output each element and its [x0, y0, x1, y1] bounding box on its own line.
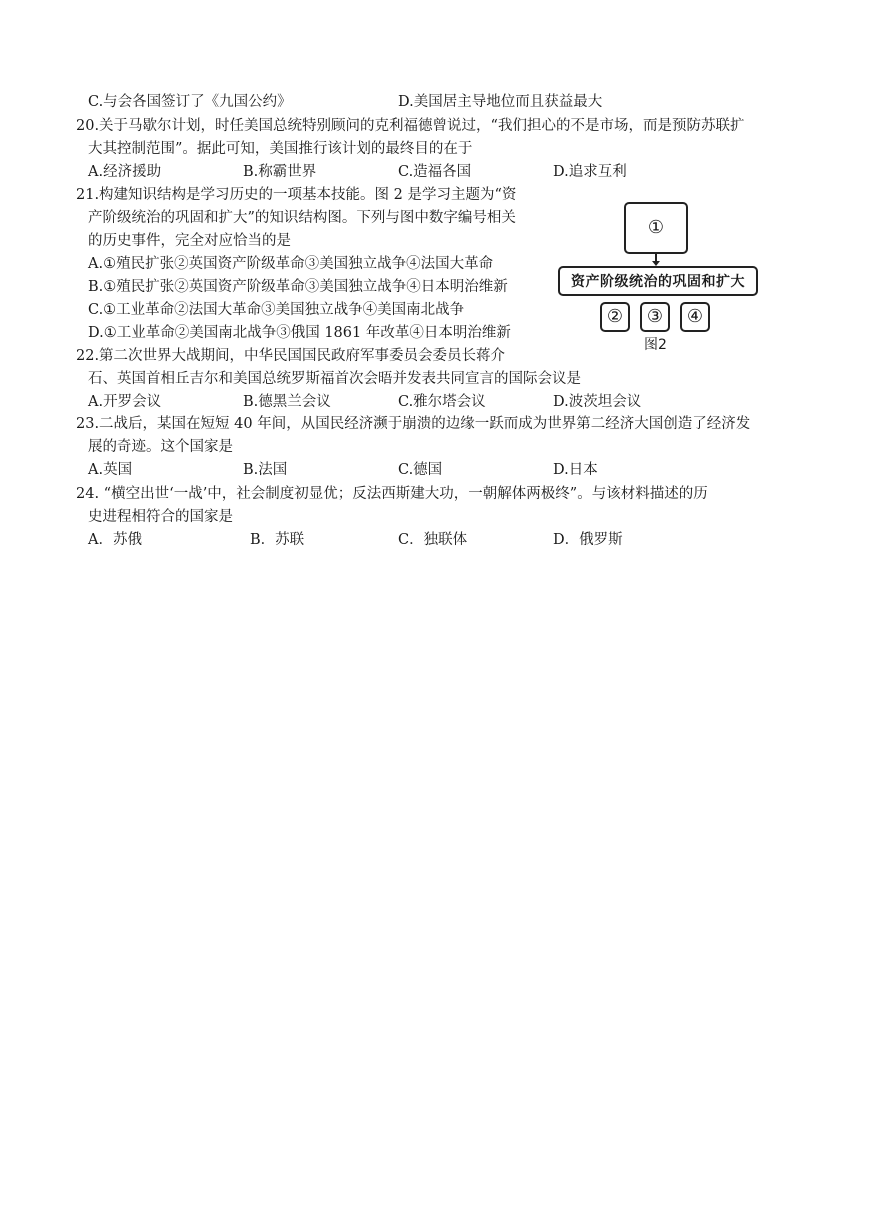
- q24-option-a: A．苏俄: [88, 532, 142, 548]
- q20-stem-line-1: 20.关于马歇尔计划，时任美国总统特别顾问的克利福德曾说过，“我们担心的不是市场，而是预防苏联扩: [76, 118, 745, 134]
- q23-stem-line-1: 23.二战后，某国在短短 40 年间，从国民经济濒于崩溃的边缘一跃而成为世界第二经济大国创造了经济发: [76, 416, 751, 432]
- q22-option-d: D.波茨坦会议: [553, 394, 642, 410]
- q24-stem-line-1: 24. “横空出世‘一战’中，社会制度初显优；反法西斯建大功，一朝解体两极终”。与该材料描述的历: [76, 486, 708, 502]
- q22-option-a: A.开罗会议: [88, 394, 162, 410]
- q20-option-c: C.造福各国: [398, 164, 472, 180]
- knowledge-structure-diagram: [556, 202, 761, 354]
- q21-option-b: B.①殖民扩张②英国资产阶级革命③美国独立战争④日本明治维新: [88, 279, 508, 295]
- q21-option-c: C.①工业革命②法国大革命③美国独立战争④美国南北战争: [88, 302, 465, 318]
- figure-caption: 图2: [644, 337, 667, 353]
- diagram-main-box: [558, 266, 758, 296]
- diagram-sub-box-2: [600, 302, 630, 332]
- diagram-top-box: [624, 202, 688, 254]
- q22-stem-line-1: 22.第二次世界大战期间，中华民国国民政府军事委员会委员长蒋介: [76, 348, 506, 364]
- q20-stem-line-2: 大其控制范围”。据此可知，美国推行该计划的最终目的在于: [88, 141, 473, 157]
- diagram-main-label: 资产阶级统治的巩固和扩大: [571, 274, 745, 290]
- diagram-sub-box-4: [680, 302, 710, 332]
- q23-option-c: C.德国: [398, 462, 443, 478]
- q22-option-b: B.德黑兰会议: [243, 394, 331, 410]
- q24-option-d: D．俄罗斯: [553, 532, 623, 548]
- q19-option-c: C.与会各国签订了《九国公约》: [88, 94, 292, 110]
- diagram-sub-box-3: [640, 302, 670, 332]
- q21-option-d: D.①工业革命②美国南北战争③俄国 1861 年改革④日本明治维新: [88, 325, 511, 341]
- q21-option-a: A.①殖民扩张②英国资产阶级革命③美国独立战争④法国大革命: [88, 256, 494, 272]
- q23-option-b: B.法国: [243, 462, 288, 478]
- diagram-sub-label-4: ④: [686, 306, 704, 327]
- q21-stem-line-3: 的历史事件，完全对应恰当的是: [88, 233, 291, 249]
- q23-stem-line-2: 展的奇迹。这个国家是: [88, 439, 233, 455]
- q23-option-a: A.英国: [88, 462, 133, 478]
- q23-option-d: D.日本: [553, 462, 598, 478]
- q19-option-d: D.美国居主导地位而且获益最大: [398, 94, 603, 110]
- q20-option-b: B.称霸世界: [243, 164, 317, 180]
- q21-stem-line-2: 产阶级统治的巩固和扩大”的知识结构图。下列与图中数字编号相关: [88, 210, 516, 226]
- diagram-sub-label-2: ②: [606, 306, 624, 327]
- q20-option-d: D.追求互利: [553, 164, 627, 180]
- q22-stem-line-2: 石、英国首相丘吉尔和美国总统罗斯福首次会晤并发表共同宣言的国际会议是: [88, 371, 581, 387]
- q24-stem-line-2: 史进程相符合的国家是: [88, 509, 233, 525]
- q22-option-c: C.雅尔塔会议: [398, 394, 486, 410]
- q21-stem-line-1: 21.构建知识结构是学习历史的一项基本技能。图 2 是学习主题为“资: [76, 187, 517, 203]
- q20-option-a: A.经济援助: [88, 164, 162, 180]
- q24-option-c: C．独联体: [398, 532, 468, 548]
- diagram-sub-label-3: ③: [646, 306, 664, 327]
- q24-option-b: B．苏联: [250, 532, 305, 548]
- diagram-top-label: ①: [647, 217, 665, 238]
